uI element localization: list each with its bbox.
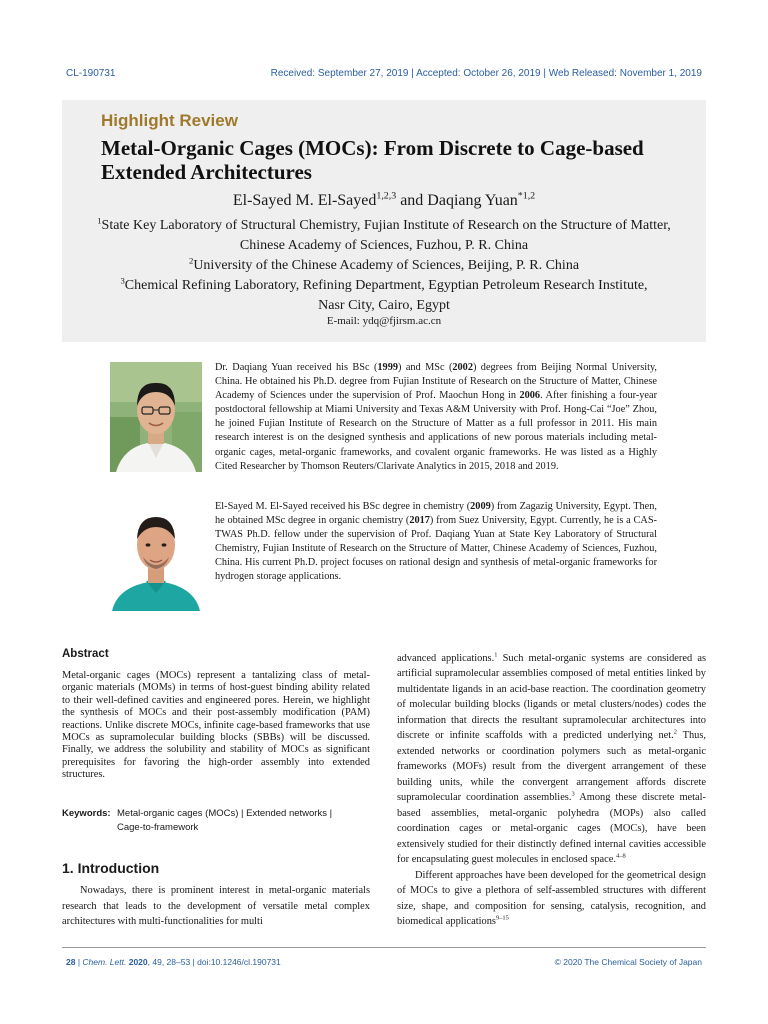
affiliation-line: Chinese Academy of Sciences, Fuzhou, P. R. China: [239, 238, 529, 253]
citation-ref: 1: [494, 651, 498, 659]
body-right-column: [397, 651, 706, 930]
affiliation-line: Nasr City, Cairo, Egypt: [318, 298, 450, 313]
article-title: Metal-Organic Cages (MOCs): From Discrete to Cage-based Extended Architectures: [101, 136, 644, 184]
paragraph: [397, 651, 706, 868]
keywords-line: Cage-to-framework: [117, 822, 199, 833]
corresponding-email: E-mail: ydq@fjirsm.ac.cn: [326, 315, 442, 327]
author-conjunction: and: [396, 192, 428, 209]
keywords-label: Keywords:: [62, 808, 111, 819]
affiliation-line: [62, 216, 706, 236]
page-number: 28: [66, 957, 76, 967]
paragraph: [397, 868, 706, 930]
affil-sup: 3: [120, 275, 125, 286]
bio-year: 1999: [377, 362, 398, 373]
affiliations: [62, 216, 706, 316]
abstract-text: Metal-organic cages (MOCs) represent a tantalizing class of metal-organic materials (MOMs) in terms of host-guest binding ability related to their well-defined cavities and engineered pores. Herein, we highlight the synthesis of MOCs and their post-assembly modification (PAM) reactions. Unlike discrete MOCs, infinite cage-based frameworks that use MOCs as supramolecular building blocks (SBBs) will be discussed. Finally, we address the solubility and stability of MOCs as significant prerequisites for favoring the high-order assembly into extended structures.: [62, 670, 370, 781]
affil-text: State Key Laboratory of Structural Chemistry, Fujian Institute of Research on the Structure of Matter,: [101, 218, 671, 233]
body-text: Among these discrete metal-based assemblies, metal-organic polyhedra (MOPs) also called coordination cages or metal-organic cages (MOCs), have been extensively studied for their distinctly defined internal cavities accessible for encapsulating guest molecules in enclosed space.: [397, 792, 706, 866]
body-text: Different approaches have been developed for the geometrical design of MOCs to give a plethora of self-assembled structures with different size, shape, and composition for sensing, catalysis, recognition, and biomedical applications: [397, 869, 706, 928]
author-affil-sup: *1,2: [517, 190, 536, 202]
bio-text: ) and MSc (: [398, 362, 453, 373]
citation-ref: 4–8: [616, 852, 626, 860]
author-photo-elsayed: [110, 505, 202, 611]
author-name: Daqiang Yuan: [427, 192, 518, 209]
footer-citation: 28 | Chem. Lett. 2020, 49, 28–53 | doi:10.1246/cl.190731: [66, 957, 281, 967]
body-text: Such metal-organic systems are considered as artificial supramolecular assemblies composed of metal entities linked by multidentate ligands in an acid-base reaction. The coordination geometry of molecular building blocks (ligands or metal clusters/nodes) codes the information that directs the resultant supramolecular architectures into discrete or infinite scaffolds with a predicted underlying net.: [397, 653, 706, 742]
affil-text: University of the Chinese Academy of Sciences, Beijing, P. R. China: [193, 258, 580, 273]
bio-text: ) from Zagazig University, Egypt. Then, he obtained MSc degree in organic chemistry (: [215, 501, 657, 527]
footer-rule: [62, 947, 706, 948]
author-name: El-Sayed M. El-Sayed: [232, 192, 377, 209]
body-text: Thus, extended networks or coordination polymers such as metal-organic frameworks (MOFs) result from the divergent arrangement of these building units, while the convergent arrangement affords discrete supramolecular coordination assemblies.: [397, 730, 706, 804]
journal-name: Chem. Lett.: [82, 957, 127, 967]
affil-text: Chemical Refining Laboratory, Refining Department, Egyptian Petroleum Research Institute,: [124, 278, 648, 293]
affiliation-line: [62, 256, 706, 276]
affil-sup: 1: [97, 215, 102, 226]
abstract-heading: Abstract: [62, 648, 109, 660]
bio-text: Dr. Daqiang Yuan received his BSc (: [215, 362, 378, 373]
publication-dates: Received: September 27, 2019 | Accepted: October 26, 2019 | Web Released: November 1, 2019: [270, 68, 702, 79]
article-type: Highlight Review: [101, 111, 238, 130]
bio-text: ) from Suez University, Egypt. Currently, he is a CAS-TWAS Ph.D. fellow under the supervision of Prof. Daqiang Yuan at State Key Laboratory of Structural Chemistry, Fujian Institute of Research on the Structure of Matter, Chinese Academy of Sciences, Fuzhou, China. His current Ph.D. project focuses on rational design and synthesis of metal-organic frameworks for hydrogen storage applications.: [215, 515, 657, 583]
article-code: CL-190731: [66, 68, 116, 79]
bio-year: 2017: [409, 515, 430, 527]
authors: [62, 192, 706, 210]
citation-ref: 9–15: [495, 914, 509, 922]
pub-year: 2020: [128, 957, 148, 967]
affil-sup: 2: [188, 255, 194, 266]
bio-elsayed: [215, 500, 657, 585]
affiliation-line: [62, 276, 706, 296]
introduction-text: Nowadays, there is prominent interest in metal-organic materials research that leads to the development of versatile metal complex architectures with multi-functionalities for multi: [62, 885, 370, 927]
bio-text: El-Sayed M. El-Sayed received his BSc degree in chemistry (: [215, 501, 471, 512]
author-photo-yuan: [110, 362, 202, 472]
bio-text: ) degrees from Beijing Normal University, China. He obtained his Ph.D. degree from Fujian Institute of Research on the Structure of Matter, Chinese Academy of Sciences under the supervision of Prof. Maochun Hong in: [215, 362, 657, 402]
citation-details: , 49, 28–53 | doi:10.1246/cl.190731: [147, 957, 281, 967]
section-heading-introduction: 1. Introduction: [62, 860, 160, 876]
bio-yuan: [215, 361, 657, 474]
body-text: advanced applications.: [397, 653, 495, 664]
keywords-line: Metal-organic cages (MOCs) | Extended networks |: [117, 808, 333, 819]
bio-year: 2002: [452, 362, 473, 373]
author-affil-sup: 1,2,3: [376, 190, 397, 202]
citation-ref: 3: [571, 790, 575, 798]
bio-text: . After finishing a four-year postdoctoral fellowship at Miami University and Texas A&M University with Prof. Hong-Cai “Joe” Zhou, he joined Fujian Institute of Research on the Structure of Matter as a full professor in 2011. His main research interest is on the designed synthesis and applications of new porous materials including metal-organic cages, metal-organic frameworks, and covalent organic frameworks. He was listed as a Highly Cited Researcher by Thomson Reuters/Clarivate Analytics in 2015, 2018 and 2019.: [215, 390, 657, 472]
bio-year: 2006: [519, 390, 541, 402]
citation-ref: 2: [673, 728, 677, 736]
keywords: [62, 807, 370, 835]
bio-year: 2009: [470, 501, 491, 512]
footer-copyright: © 2020 The Chemical Society of Japan: [554, 957, 702, 967]
